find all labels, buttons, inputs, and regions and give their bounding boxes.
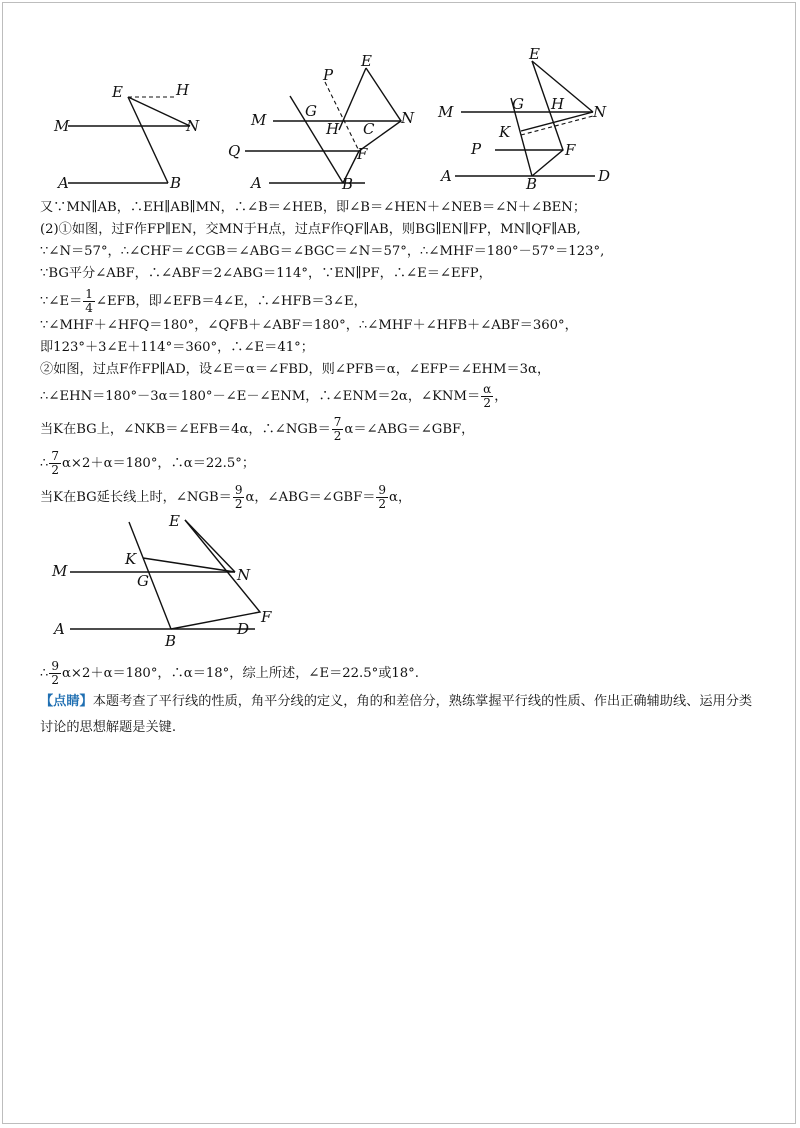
text-line-12-b: α，∠ABG＝∠GBF＝ <box>245 490 376 505</box>
fig3-label-e: E <box>529 45 540 63</box>
fig2-label-e: E <box>361 52 372 70</box>
fig1-label-h: H <box>176 81 190 99</box>
fig1-label-a: A <box>58 174 69 192</box>
text-line-2: (2)①如图，过F作FP∥EN，交MN于H点，过点F作QF∥AB，则BG∥EN∥FP，MN∥QF∥AB, <box>40 222 581 237</box>
fig3-label-d: D <box>598 167 611 185</box>
frac-den: 2 <box>234 497 243 511</box>
frac-den: 2 <box>51 463 60 477</box>
fig4-label-n: N <box>237 566 251 584</box>
fig3-label-a: A <box>441 167 452 185</box>
fig2-label-b: B <box>342 175 354 193</box>
fig1-label-n: N <box>186 117 200 135</box>
comment-text: 本题考查了平行线的性质，角平分线的定义，角的和差倍分，熟练掌握平行线的性质、作出正确辅助线、运用分类讨论的思想解题是关键. <box>40 694 753 735</box>
comment-highlight: 【点睛】 <box>40 694 93 709</box>
text-line-5 <box>40 288 367 315</box>
fig3-label-k: K <box>499 123 511 141</box>
fig1-label-b: B <box>170 174 182 192</box>
fig2-label-g: G <box>305 102 317 120</box>
fraction-7-2 <box>332 416 344 443</box>
text-line-6: ∵∠MHF＋∠HFQ＝180°，∠QFB＋∠ABF＝180°，∴∠MHF＋∠HFB＋∠ABF＝360°， <box>40 318 578 333</box>
fraction-alpha-2 <box>481 383 493 410</box>
fig4-label-m: M <box>52 562 68 580</box>
text-line-11 <box>40 450 255 477</box>
frac-num: 9 <box>234 483 243 497</box>
fig4-label-g: G <box>137 572 149 590</box>
fig2-label-f: F <box>357 145 368 163</box>
fig2-label-a: A <box>251 174 262 192</box>
figure-2 <box>225 50 425 195</box>
text-line-7: 即123°＋3∠E＋114°＝360°，∴∠E＝41°； <box>40 340 314 355</box>
fraction-9-2 <box>233 484 245 511</box>
fig4-label-d: D <box>237 620 250 638</box>
text-line-10-a: 当K在BG上，∠NKB＝∠EFB＝4α，∴∠NGB＝ <box>40 422 331 437</box>
frac-den: 2 <box>378 497 387 511</box>
frac-num: α <box>483 382 492 396</box>
fig4-label-a: A <box>54 620 65 638</box>
text-line-10 <box>40 416 474 443</box>
text-line-13-b: α×2＋α＝180°，∴α＝18°，综上所述，∠E＝22.5°或18°. <box>62 666 419 681</box>
fig3-label-m: M <box>438 103 454 121</box>
figure-4 <box>45 508 285 653</box>
fig3-label-n: N <box>593 103 607 121</box>
fig4-label-e: E <box>169 512 180 530</box>
fraction-7-2 <box>49 450 61 477</box>
text-line-12 <box>40 484 411 511</box>
fraction-1-4 <box>83 288 95 315</box>
frac-num: 7 <box>51 449 60 463</box>
frac-num: 9 <box>51 659 60 673</box>
frac-den: 2 <box>333 429 342 443</box>
text-line-12-c: α， <box>389 490 412 505</box>
fig3-label-b: B <box>526 175 538 193</box>
fig4-label-b: B <box>165 632 177 650</box>
fig3-label-g: G <box>512 95 524 113</box>
frac-den: 4 <box>85 301 93 315</box>
fig2-label-q: Q <box>228 142 241 160</box>
fig3-label-h: H <box>551 95 565 113</box>
figure-1 <box>50 75 210 195</box>
text-line-1: 又∵MN∥AB，∴EH∥AB∥MN，∴∠B＝∠HEB，即∠B＝∠HEN＋∠NEB＝∠N＋∠BEN； <box>40 200 587 215</box>
fig4-label-k: K <box>125 550 137 568</box>
fig2-label-p: P <box>323 66 334 84</box>
fig1-label-m: M <box>54 117 70 135</box>
text-line-5-a: ∵∠E＝ <box>40 294 83 309</box>
fig2-label-m: M <box>251 111 267 129</box>
fig3-label-f: F <box>565 141 576 159</box>
text-line-5-b: ∠EFB，即∠EFB＝4∠E，∴∠HFB＝3∠E， <box>95 294 367 309</box>
fig2-label-n: N <box>401 109 415 127</box>
text-line-13-a: ∴ <box>40 666 49 681</box>
frac-den: 2 <box>483 396 492 410</box>
frac-num: 1 <box>85 287 93 301</box>
comment-paragraph <box>40 689 762 741</box>
text-line-8: ②如图，过点F作FP∥AD，设∠E＝α＝∠FBD，则∠PFB＝α，∠EFP＝∠EHM＝3α， <box>40 362 551 377</box>
text-line-11-b: α×2＋α＝180°，∴α＝22.5°； <box>62 456 256 471</box>
text-line-12-a: 当K在BG延长线上时，∠NGB＝ <box>40 490 232 505</box>
figure-3 <box>435 45 620 195</box>
text-line-13 <box>40 660 419 687</box>
text-line-9-b: ， <box>494 389 508 404</box>
text-line-4: ∵BG平分∠ABF，∴∠ABF＝2∠ABG＝114°，∵EN∥PF，∴∠E＝∠EFP， <box>40 266 492 281</box>
frac-den: 2 <box>51 673 60 687</box>
text-line-9-a: ∴∠EHN＝180°－3α＝180°－∠E－∠ENM，∴∠ENM＝2α，∠KNM＝ <box>40 389 481 404</box>
fig2-label-c: C <box>363 120 375 138</box>
fraction-9-2 <box>376 484 388 511</box>
fraction-9-2 <box>49 660 61 687</box>
text-line-3: ∵∠N＝57°，∴∠CHF＝∠CGB＝∠ABG＝∠BGC＝∠N＝57°，∴∠MHF＝180°－57°＝123°, <box>40 244 605 259</box>
fig3-label-p: P <box>471 140 482 158</box>
frac-num: 9 <box>378 483 387 497</box>
text-line-10-b: α＝∠ABG＝∠GBF， <box>344 422 475 437</box>
fig2-label-h: H <box>326 120 340 138</box>
text-line-11-a: ∴ <box>40 456 49 471</box>
text-line-9 <box>40 383 507 410</box>
fig4-label-f: F <box>261 608 272 626</box>
fig1-label-e: E <box>112 83 123 101</box>
frac-num: 7 <box>333 415 342 429</box>
